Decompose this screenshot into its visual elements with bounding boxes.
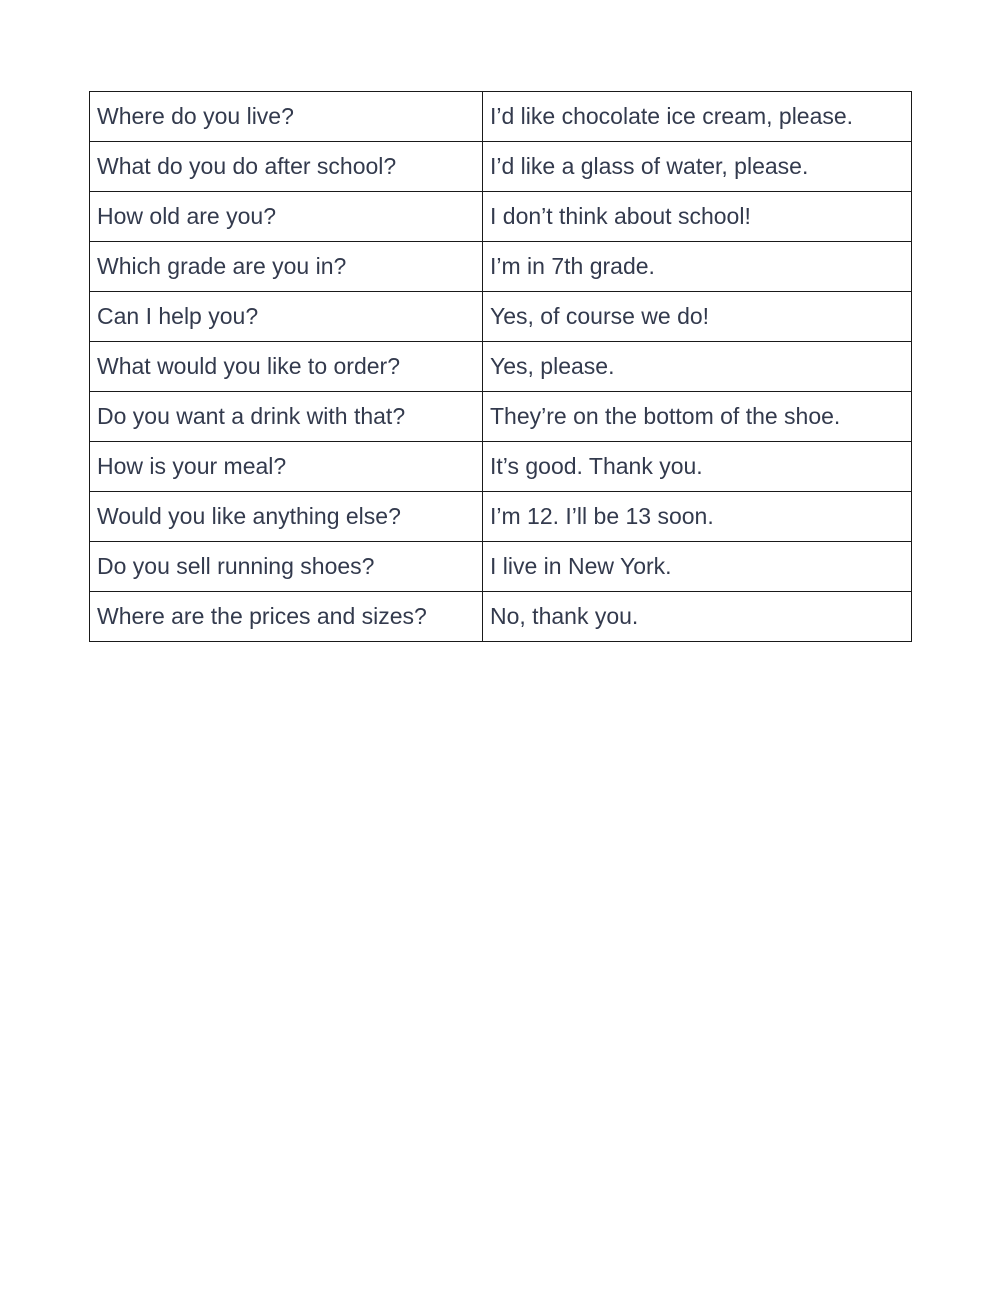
answer-cell: No, thank you. — [483, 592, 912, 642]
answer-cell: It’s good. Thank you. — [483, 442, 912, 492]
table-row — [90, 292, 912, 342]
answer-cell: I don’t think about school! — [483, 192, 912, 242]
answer-cell: I live in New York. — [483, 542, 912, 592]
answer-cell: Yes, of course we do! — [483, 292, 912, 342]
question-cell: Which grade are you in? — [90, 242, 483, 292]
matching-worksheet — [89, 91, 911, 642]
table-row — [90, 392, 912, 442]
answer-cell: Yes, please. — [483, 342, 912, 392]
question-cell: What do you do after school? — [90, 142, 483, 192]
question-cell: How old are you? — [90, 192, 483, 242]
question-cell: Do you sell running shoes? — [90, 542, 483, 592]
answer-cell: They’re on the bottom of the shoe. — [483, 392, 912, 442]
table-row — [90, 242, 912, 292]
table-row — [90, 492, 912, 542]
question-cell: How is your meal? — [90, 442, 483, 492]
table-row — [90, 592, 912, 642]
table-body — [90, 92, 912, 642]
answer-cell: I’m in 7th grade. — [483, 242, 912, 292]
question-cell: Do you want a drink with that? — [90, 392, 483, 442]
table-row — [90, 142, 912, 192]
answer-cell: I’d like a glass of water, please. — [483, 142, 912, 192]
question-cell: Would you like anything else? — [90, 492, 483, 542]
answer-cell: I’d like chocolate ice cream, please. — [483, 92, 912, 142]
table-row — [90, 442, 912, 492]
question-cell: Where do you live? — [90, 92, 483, 142]
table-row — [90, 542, 912, 592]
table-row — [90, 192, 912, 242]
question-answer-table — [89, 91, 912, 642]
question-cell: Can I help you? — [90, 292, 483, 342]
answer-cell: I’m 12. I’ll be 13 soon. — [483, 492, 912, 542]
table-row — [90, 92, 912, 142]
question-cell: What would you like to order? — [90, 342, 483, 392]
table-row — [90, 342, 912, 392]
question-cell: Where are the prices and sizes? — [90, 592, 483, 642]
